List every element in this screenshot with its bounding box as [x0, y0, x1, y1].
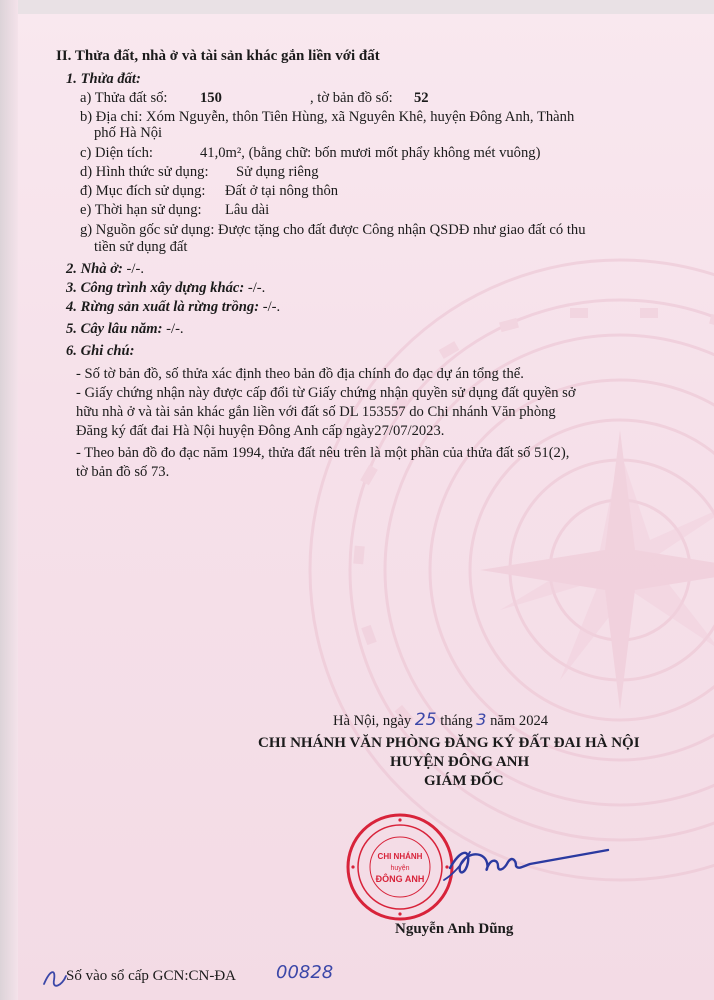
forest-label: 4. Rừng sản xuất là rừng trồng: [66, 299, 260, 315]
use-form-label: d) Hình thức sử dụng: [80, 164, 209, 180]
issuing-org-line2: HUYỆN ĐÔNG ANH [390, 754, 530, 770]
address-line2: phố Hà Nội [94, 125, 163, 141]
official-seal [345, 812, 455, 922]
note-3-line1: - Theo bản đồ đo đạc năm 1994, thửa đất nêu trên là một phần của thửa đất số 51(2), [76, 445, 570, 461]
seal-text-line3: ĐÔNG ANH [375, 874, 425, 884]
area-label: c) Diện tích: [80, 145, 153, 161]
use-term-value: Lâu dài [225, 202, 270, 218]
issue-date [333, 711, 548, 730]
date-day: 25 [414, 710, 437, 730]
house-value: -/-. [122, 261, 144, 277]
trees-value: -/-. [162, 321, 184, 337]
origin-line1: g) Nguồn gốc sử dụng: Được tặng cho đất được Công nhận QSDĐ như giao đất có thu [80, 222, 586, 238]
use-purpose-value: Đất ở tại nông thôn [225, 183, 339, 199]
parcel-number-row [80, 89, 167, 107]
date-month: 3 [476, 710, 487, 729]
signer-name: Nguyễn Anh Dũng [395, 921, 514, 937]
construction-value: -/-. [244, 280, 266, 296]
area-value: 41,0m², (bằng chữ: bốn mươi mốt phẩy không mét vuông) [200, 145, 541, 161]
use-purpose-label: đ) Mục đích sử dụng: [80, 183, 206, 199]
forest-row [66, 298, 280, 316]
construction-label: 3. Công trình xây dựng khác: [66, 280, 245, 296]
registry-book-label: Số vào sổ cấp GCN:CN-ĐA [66, 968, 236, 984]
forest-value: -/-. [259, 299, 281, 315]
map-sheet-value: 52 [414, 90, 429, 106]
use-term-label: e) Thời hạn sử dụng: [80, 202, 202, 218]
house-label: 2. Nhà ở: [66, 261, 123, 277]
scan-top-edge [0, 0, 714, 14]
registry-book-number: 00828 [276, 962, 334, 983]
origin-line2: tiền sử dụng đất [94, 239, 188, 255]
address-line1: b) Địa chỉ: Xóm Nguyễn, thôn Tiên Hùng, xã Nguyên Khê, huyện Đông Anh, Thành [80, 109, 575, 125]
note-2-line1: - Giấy chứng nhận này được cấp đổi từ Giấy chứng nhận quyền sử dụng đất quyền sở [76, 385, 576, 401]
handwritten-signature [440, 830, 610, 890]
parcel-number-label: a) Thửa đất số: [80, 90, 168, 106]
seal-text-line1: CHI NHÁNH [377, 852, 423, 861]
parcel-number-value: 150 [200, 90, 222, 106]
date-year: năm 2024 [490, 713, 549, 729]
note-2-line2: hữu nhà ở và tài sản khác gắn liền với đất số DL 153557 do Chi nhánh Văn phòng [76, 404, 556, 420]
map-sheet-label: , tờ bản đồ số: [310, 90, 393, 106]
section-title: II. Thửa đất, nhà ở và tài sản khác gắn liền với đất [56, 48, 380, 64]
use-form-value: Sử dụng riêng [236, 164, 319, 180]
note-1: - Số tờ bản đồ, số thửa xác định theo bản đồ địa chính đo đạc dự án tổng thể. [76, 366, 524, 382]
date-prefix: Hà Nội, ngày [333, 713, 412, 729]
signer-role: GIÁM ĐỐC [424, 773, 504, 789]
scan-left-edge [0, 0, 18, 1000]
note-3-line2: tờ bản đồ số 73. [76, 464, 170, 480]
seal-text-line2: huyện [390, 865, 410, 872]
trees-label: 5. Cây lâu năm: [66, 321, 163, 337]
date-month-label: tháng [440, 713, 473, 729]
bronze-drum-watermark [300, 250, 714, 890]
house-row [66, 260, 144, 278]
notes-heading: 6. Ghi chú: [66, 343, 135, 359]
issuing-org-line1: CHI NHÁNH VĂN PHÒNG ĐĂNG KÝ ĐẤT ĐAI HÀ NỘI [258, 735, 640, 751]
construction-row [66, 279, 265, 297]
note-2-line3: Đăng ký đất đai Hà Nội huyện Đông Anh cấp ngày27/07/2023. [76, 423, 445, 439]
parcel-heading: 1. Thửa đất: [66, 71, 141, 87]
trees-row [66, 320, 184, 338]
